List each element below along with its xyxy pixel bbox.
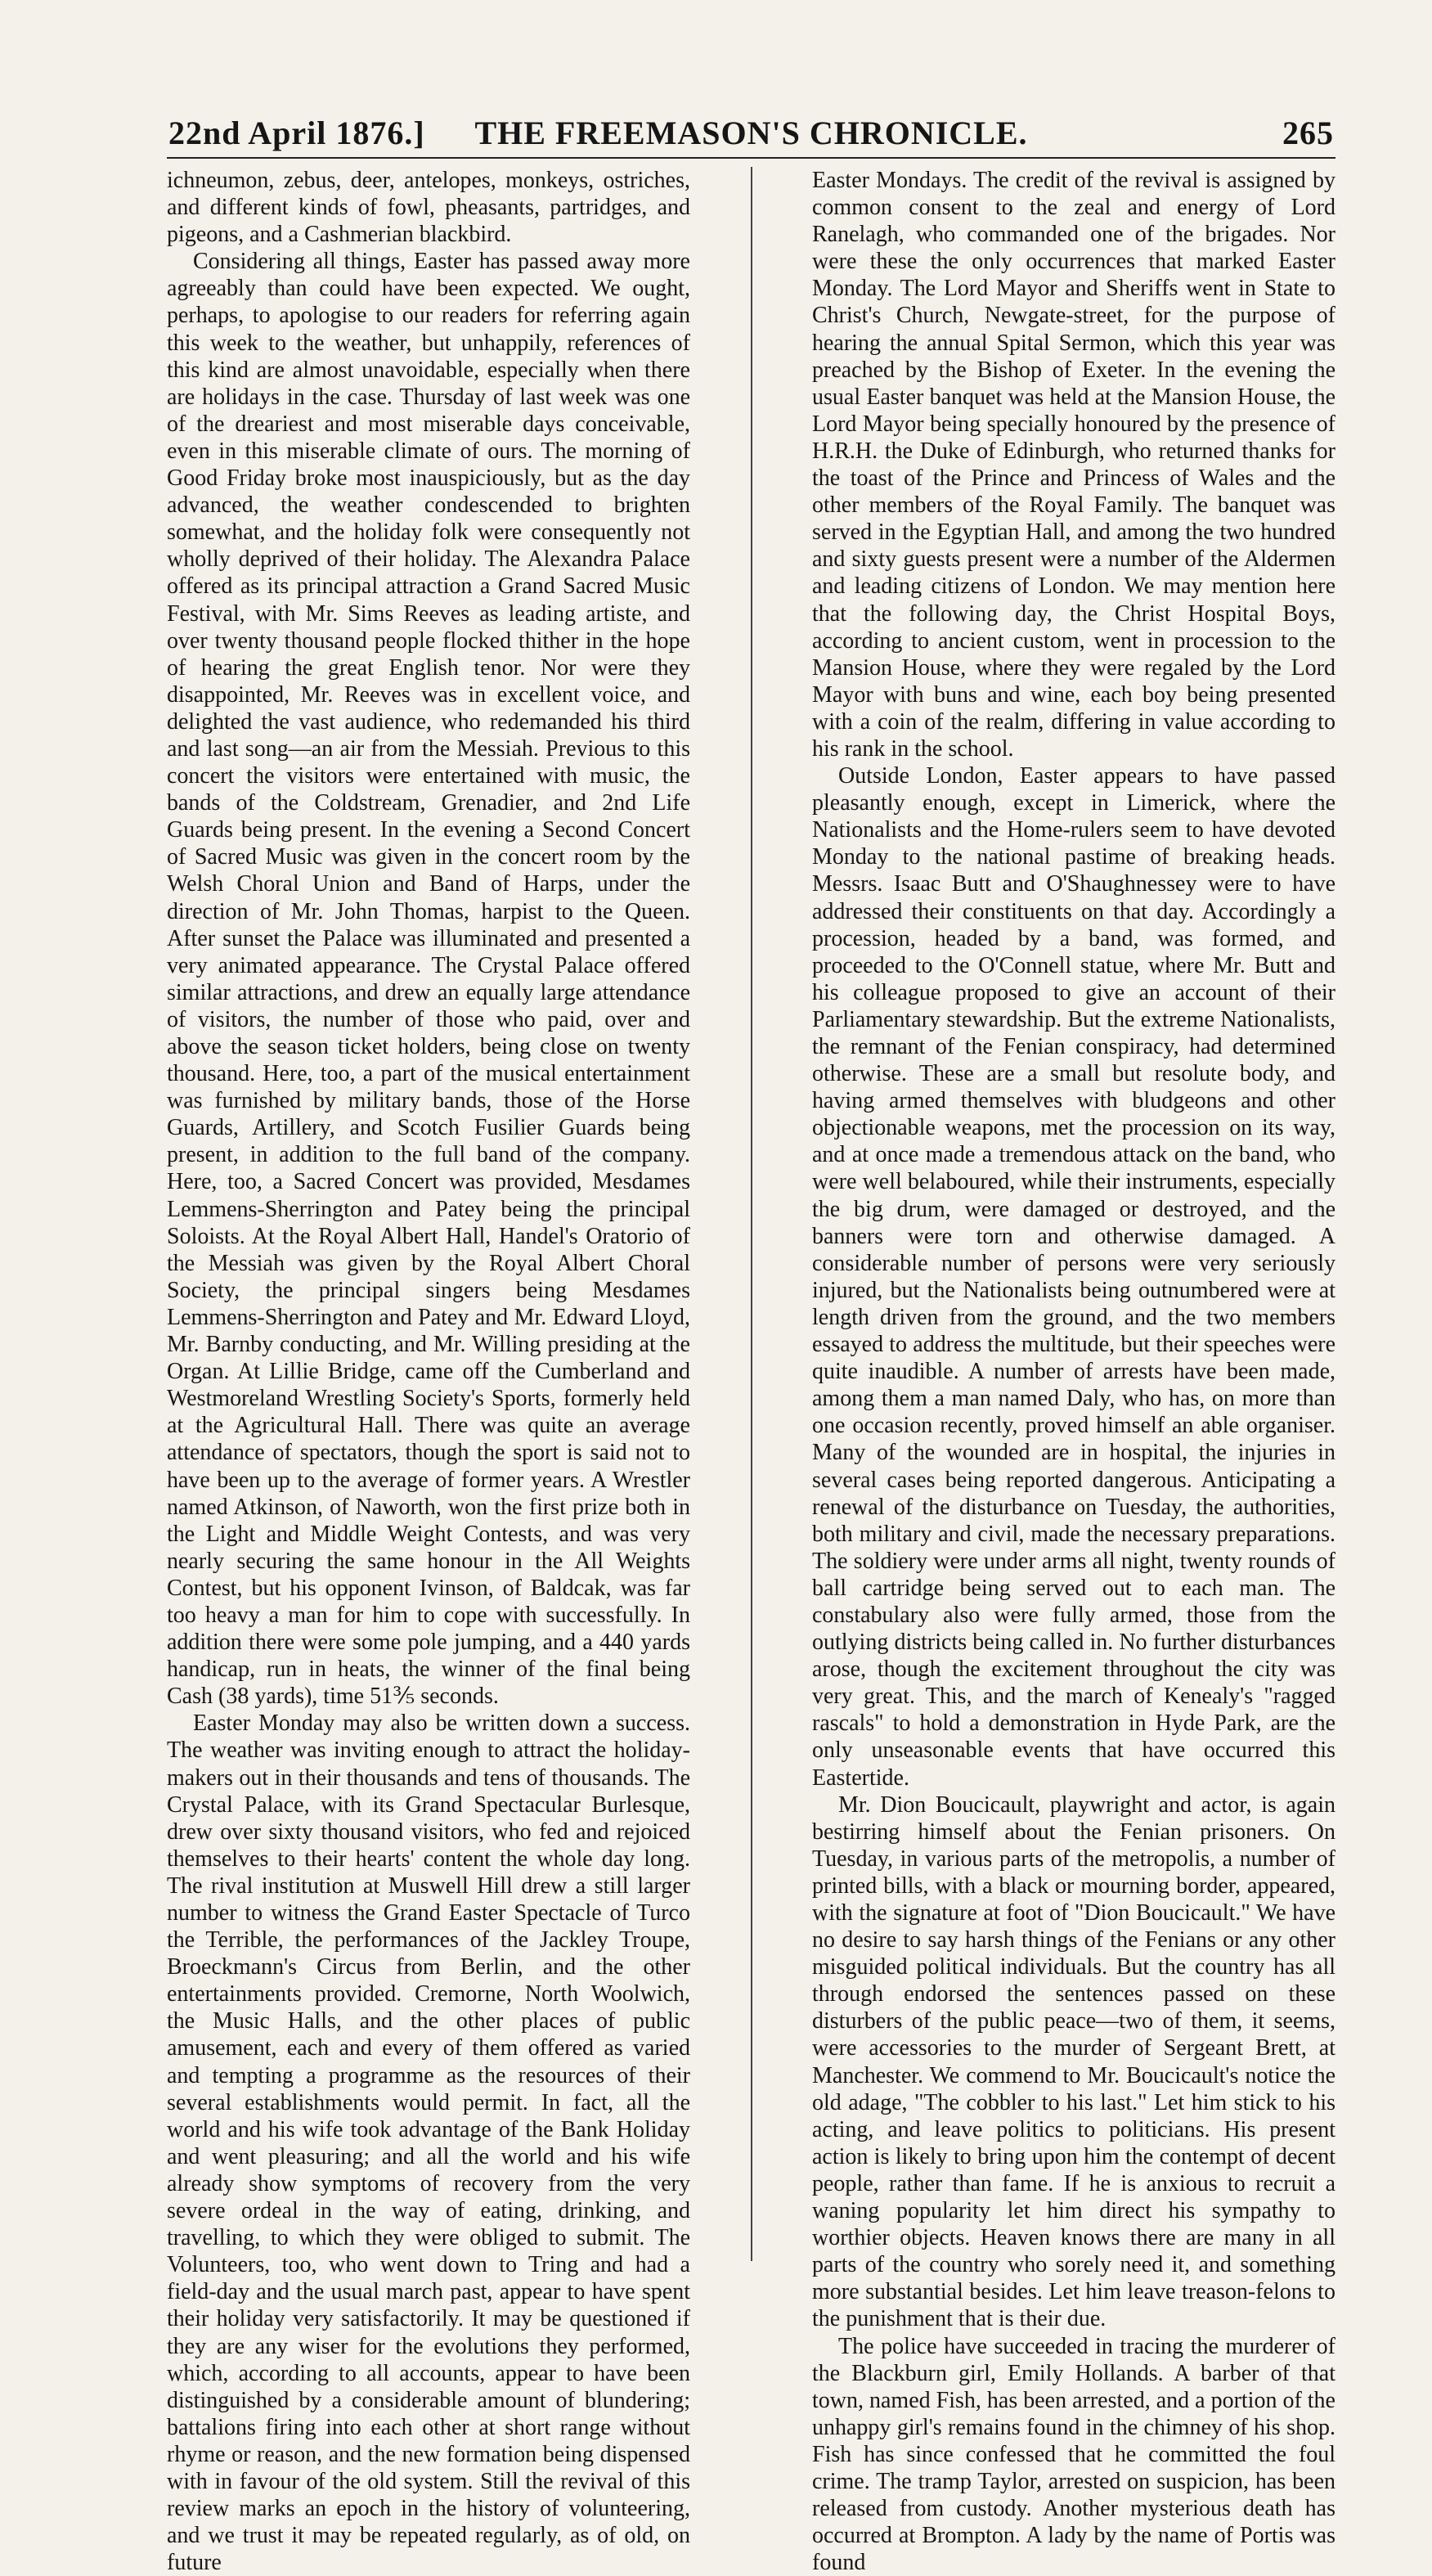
paragraph: The police have succeeded in tracing the murderer of the Blackburn girl, Emily Hollands. A barber of that town, named Fish, has been arrested, and a portion of the unhappy girl's remains found in the chimney of his shop. Fish has since confessed that he committed the foul crime. The tramp Taylor, arrested on suspicion, has been released from custody. Another mysterious death has occurred at Brompton. A lady by the name of Portis was found [812,2333,1335,2576]
paragraph: ichneumon, zebus, deer, antelopes, monkeys, ostriches, and different kinds of fowl, pheasants, partridges, and pigeons, and a Cashmerian blackbird. [167,167,690,248]
column-divider [751,167,752,2261]
article-columns [167,167,1335,2261]
page-number: 265 [1282,114,1334,152]
issue-date: 22nd April 1876.] [168,114,425,152]
page-header [167,115,1335,159]
left-column [167,167,690,2261]
paragraph: Easter Monday may also be written down a success. The weather was inviting enough to attract the holiday-makers out in their thousands and tens of thousands. The Crystal Palace, with its Grand Spectacular Burlesque, drew over sixty thousand visitors, who fed and rejoiced themselves to their hearts' content the whole day long. The rival institution at Muswell Hill drew a still larger number to witness the Grand Easter Spectacle of Turco the Terrible, the performances of the Jackley Troupe, Broeckmann's Circus from Berlin, and the other entertainments provided. Cremorne, North Woolwich, the Music Halls, and the other places of public amusement, each and every of them offered as varied and tempting a programme as the resources of their several establishments would permit. In fact, all the world and his wife took advantage of the Bank Holiday and went pleasuring; and all the world and his wife already show symptoms of recovery from the very severe ordeal in the way of eating, drinking, and travelling, to which they were obliged to submit. The Volunteers, too, who went down to Tring and had a field-day and the usual march past, appear to have spent their holiday very satisfactorily. It may be questioned if they are any wiser for the evolutions they performed, which, according to all accounts, appear to have been distinguished by a considerable amount of blundering; battalions firing into each other at short range without rhyme or reason, and the new formation being dispensed with in favour of the old system. Still the revival of this review marks an epoch in the history of volunteering, and we trust it may be repeated regularly, as of old, on future [167,1710,690,2576]
right-column [812,167,1335,2261]
paragraph: Mr. Dion Boucicault, playwright and actor, is again bestirring himself about the Fenian prisoners. On Tuesday, in various parts of the metropolis, a number of printed bills, with a black or mourning border, appeared, with the signature at foot of "Dion Boucicault." We have no desire to say harsh things of the Fenians or any other misguided political individuals. But the country has all through endorsed the sentences passed on these disturbers of the public peace—two of them, it seems, were accessories to the murder of Sergeant Brett, at Manchester. We commend to Mr. Boucicault's notice the old adage, "The cobbler to his last." Let him stick to his acting, and leave politics to politicians. His present action is likely to bring upon him the contempt of decent people, rather than fame. If he is anxious to recruit a waning popularity let him direct his sympathy to worthier objects. Heaven knows there are many in all parts of the country who sorely need it, and something more substantial besides. Let him leave treason-felons to the punishment that is their due. [812,1792,1335,2333]
paragraph: Easter Mondays. The credit of the revival is assigned by common consent to the zeal and energy of Lord Ranelagh, who commanded one of the brigades. Nor were these the only occurrences that marked Easter Monday. The Lord Mayor and Sheriffs went in State to Christ's Church, Newgate-street, for the purpose of hearing the annual Spital Sermon, which this year was preached by the Bishop of Exeter. In the evening the usual Easter banquet was held at the Mansion House, the Lord Mayor being specially honoured by the presence of H.R.H. the Duke of Edinburgh, who returned thanks for the toast of the Prince and Princess of Wales and the other members of the Royal Family. The banquet was served in the Egyptian Hall, and among the two hundred and sixty guests present were a number of the Aldermen and leading citizens of London. We may mention here that the following day, the Christ Hospital Boys, according to ancient custom, went in procession to the Mansion House, where they were regaled by the Lord Mayor with buns and wine, each boy being presented with a coin of the realm, differing in value according to his rank in the school. [812,167,1335,762]
paragraph: Considering all things, Easter has passed away more agreeably than could have been expected. We ought, perhaps, to apologise to our readers for referring again this week to the weather, but unhappily, references of this kind are almost unavoidable, especially when there are holidays in the case. Thursday of last week was one of the dreariest and most miserable days conceivable, even in this miserable climate of ours. The morning of Good Friday broke most inauspiciously, but as the day advanced, the weather condescended to brighten somewhat, and the holiday folk were consequently not wholly deprived of their holiday. The Alexandra Palace offered as its principal attraction a Grand Sacred Music Festival, with Mr. Sims Reeves as leading artiste, and over twenty thousand people flocked thither in the hope of hearing the great English tenor. Nor were they disappointed, Mr. Reeves was in excellent voice, and delighted the vast audience, who redemanded his third and last song—an air from the Messiah. Previous to this concert the visitors were entertained with music, the bands of the Coldstream, Grenadier, and 2nd Life Guards being present. In the evening a Second Concert of Sacred Music was given in the concert room by the Welsh Choral Union and Band of Harps, under the direction of Mr. John Thomas, harpist to the Queen. After sunset the Palace was illuminated and presented a very animated appearance. The Crystal Palace offered similar attractions, and drew an equally large attendance of visitors, the number of those who paid, over and above the season ticket holders, being close on twenty thousand. Here, too, a part of the musical entertainment was furnished by military bands, those of the Horse Guards, Artillery, and Scotch Fusilier Guards being present, in addition to the full band of the company. Here, too, a Sacred Concert was provided, Mesdames Lemmens-Sherrington and Patey being the principal Soloists. At the Royal Albert Hall, Handel's Oratorio of the Messiah was given by the Royal Albert Choral Society, the principal singers being Mesdames Lemmens-Sherrington and Patey and Mr. Edward Lloyd, Mr. Barnby conducting, and Mr. Willing presiding at the Organ. At Lillie Bridge, came off the Cumberland and Westmoreland Wrestling Society's Sports, formerly held at the Agricultural Hall. There was quite an average attendance of spectators, though the sport is said not to have been up to the average of former years. A Wrestler named Atkinson, of Naworth, won the first prize both in the Light and Middle Weight Contests, and was very nearly securing the same honour in the All Weights Contest, but his opponent Ivinson, of Baldcak, was far too heavy a man for him to cope with successfully. In addition there were some pole jumping, and a 440 yards handicap, run in heats, the winner of the final being Cash (38 yards), time 51⅗ seconds. [167,248,690,1710]
publication-title: THE FREEMASON'S CHRONICLE. [167,114,1335,152]
paragraph: Outside London, Easter appears to have passed pleasantly enough, except in Limerick, where the Nationalists and the Home-rulers seem to have devoted Monday to the national pastime of breaking heads. Messrs. Isaac Butt and O'Shaughnessey were to have addressed their constituents on that day. Accordingly a procession, headed by a band, was formed, and proceeded to the O'Connell statue, where Mr. Butt and his colleague proposed to give an account of their Parliamentary stewardship. But the extreme Nationalists, the remnant of the Fenian conspiracy, had determined otherwise. These are a small but resolute body, and having armed themselves with bludgeons and other objectionable weapons, met the procession on its way, and at once made a tremendous attack on the band, who were well belaboured, while their instruments, especially the big drum, were damaged or destroyed, and the banners were torn and otherwise damaged. A considerable number of persons were very seriously injured, but the Nationalists being outnumbered were at length driven from the ground, and the two members essayed to address the multitude, but their speeches were quite inaudible. A number of arrests have been made, among them a man named Daly, who has, on more than one occasion recently, proved himself an able organiser. Many of the wounded are in hospital, the injuries in several cases being reported dangerous. Anticipating a renewal of the disturbance on Tuesday, the authorities, both military and civil, made the necessary preparations. The soldiery were under arms all night, twenty rounds of ball cartridge being served out to each man. The constabulary also were fully armed, those from the outlying districts being called in. No further disturbances arose, though the excitement throughout the city was very great. This, and the march of Kenealy's "ragged rascals" to hold a demonstration in Hyde Park, are the only unseasonable events that have occurred this Eastertide. [812,762,1335,1792]
